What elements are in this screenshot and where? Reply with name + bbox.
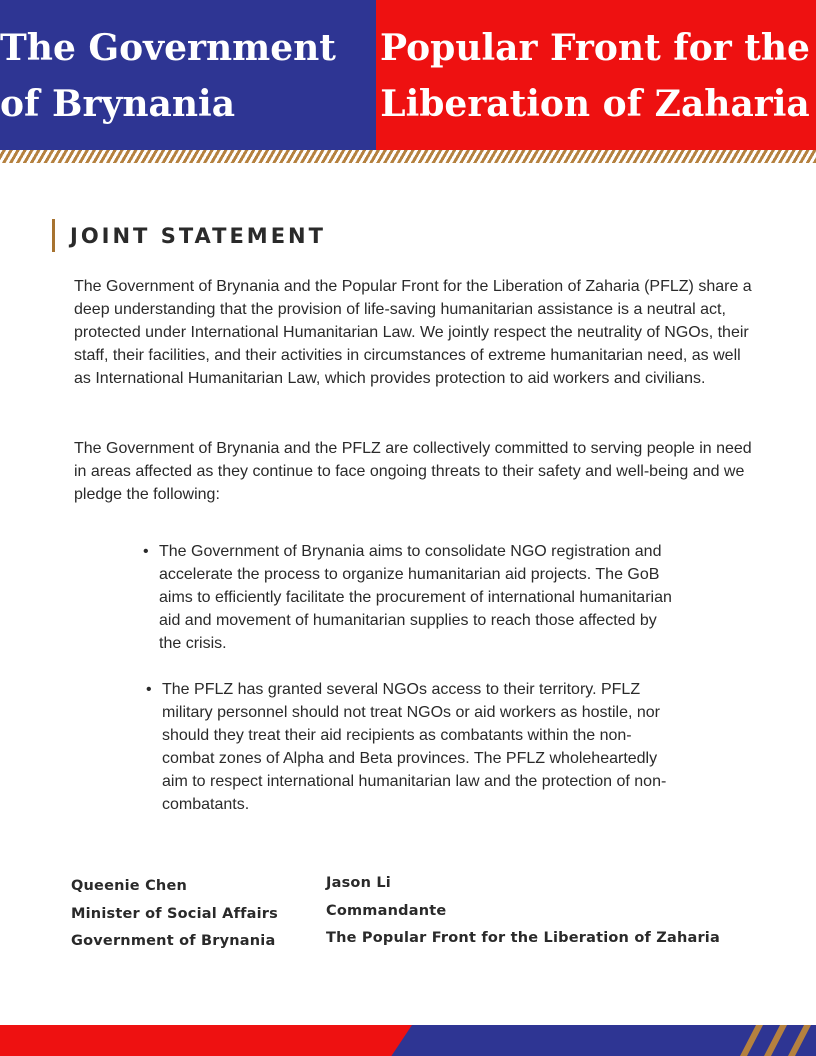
signatory-organization: Government of Brynania: [71, 933, 276, 949]
signature-block-government: [71, 873, 278, 956]
signature-block-pflz: [326, 870, 720, 953]
signatory-name: Queenie Chen: [71, 878, 188, 894]
government-title-line1: The Government: [0, 27, 336, 69]
signatory-title: Commandante: [326, 902, 447, 919]
pflz-title-line2: Liberation of Zaharia: [380, 83, 810, 125]
header-banner: [0, 0, 816, 150]
government-title: [0, 20, 336, 132]
signatory-name: Jason Li: [326, 875, 391, 891]
footer-stripes-decoration: [740, 1025, 816, 1056]
pflz-title: [380, 20, 810, 132]
footer-band-red: [0, 1025, 412, 1056]
header-stripe-divider: [0, 150, 816, 163]
section-accent-bar: [52, 219, 55, 252]
government-banner: [0, 0, 376, 150]
signatory-title: Minister of Social Affairs: [71, 905, 278, 922]
section-title: JOINT STATEMENT: [70, 224, 326, 248]
pledge-item-government: • The Government of Brynania aims to consolidate NGO registration and accelerate the process to organize humanitarian aid projects. The GoB aims to efficiently facilitate the procurement of international humanitarian aid and movement of humanitarian supplies to reach those affected by the crisis.: [159, 540, 679, 655]
commitment-paragraph: The Government of Brynania and the PFLZ are collectively committed to serving people in need in areas affected as they continue to face ongoing threats to their safety and well-being and we pledge the following:: [74, 440, 752, 503]
intro-paragraph: The Government of Brynania and the Popular Front for the Liberation of Zaharia (PFLZ) share a deep understanding that the provision of life-saving humanitarian assistance is a neutral act, protected under International Humanitarian Law. We jointly respect the neutrality of NGOs, their staff, their facilities, and their activities in circumstances of extreme humanitarian need, as well as International Humanitarian Law, which provides protection to aid workers and civilians.: [74, 278, 752, 387]
pflz-title-line1: Popular Front for the: [380, 27, 810, 69]
pledge-item-pflz: • The PFLZ has granted several NGOs access to their territory. PFLZ military personnel should not treat NGOs or aid workers as hostile, nor should they treat their aid recipients as combatants within the non-combat zones of Alpha and Beta provinces. The PFLZ wholeheartedly aim to respect international humanitarian law and the protection of non-combatants.: [162, 678, 677, 816]
government-title-line2: of Brynania: [0, 83, 236, 125]
signatory-organization: The Popular Front for the Liberation of Zaharia: [326, 930, 720, 946]
pflz-banner: [376, 0, 816, 150]
